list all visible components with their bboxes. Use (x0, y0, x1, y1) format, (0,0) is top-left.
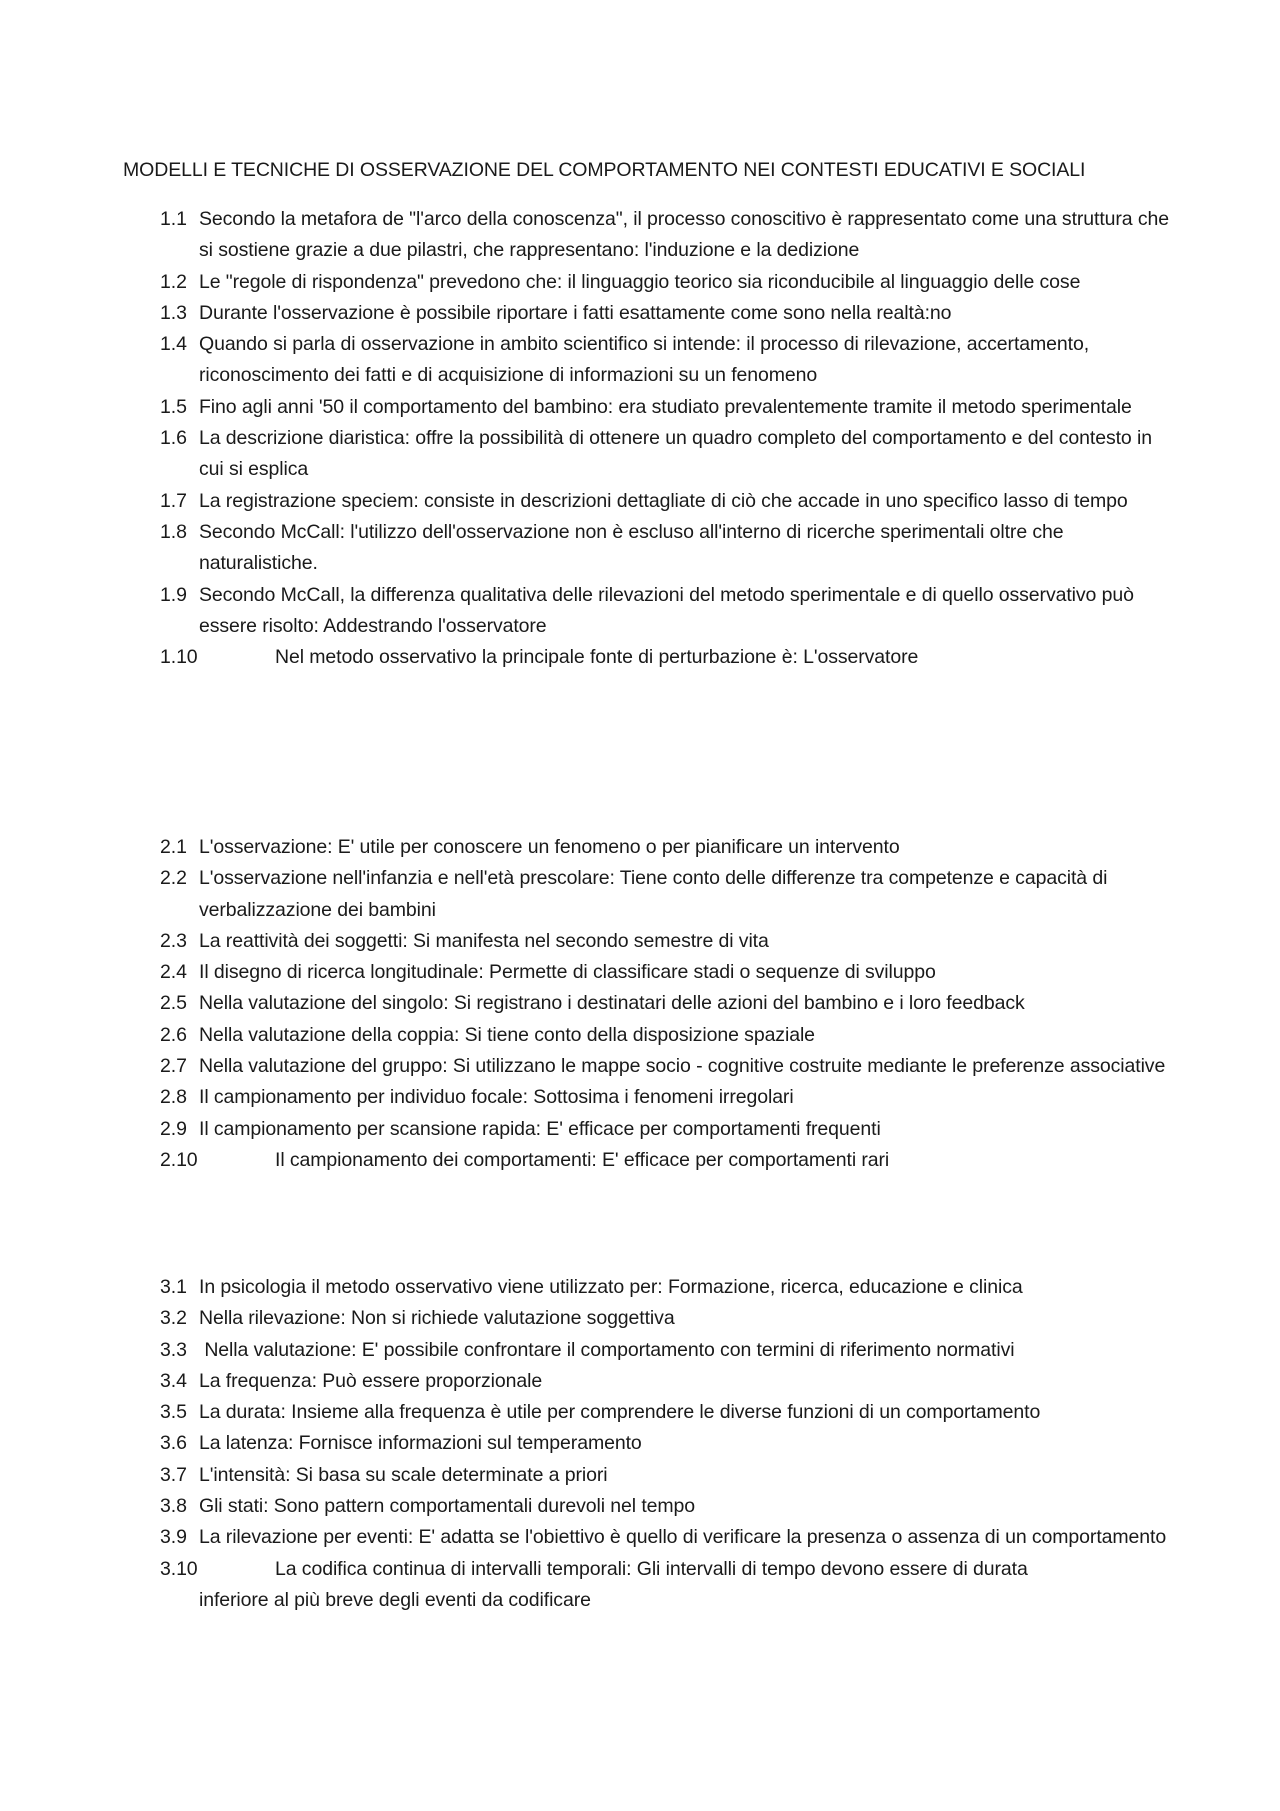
item-number: 1.4 (160, 333, 187, 356)
item-text: Secondo McCall: l'utilizzo dell'osservazione non è escluso all'interno di ricerche sperimentali oltre che naturalistiche. (199, 520, 1064, 575)
item-text: La frequenza: Può essere proporzionale (199, 1369, 543, 1392)
list-item (160, 267, 1170, 298)
item-number: 1.6 (160, 427, 187, 450)
list-item (160, 1020, 1170, 1051)
list-item (160, 1554, 1170, 1617)
item-text: Secondo McCall, la differenza qualitativa delle rilevazioni del metodo sperimentale e di quello osservativo può essere risolto: Addestrando l'osservatore (199, 583, 1134, 637)
item-number: 1.3 (160, 301, 187, 324)
list-item (160, 1491, 1170, 1522)
item-number: 2.5 (160, 992, 187, 1015)
item-number: 3.9 (160, 1526, 187, 1549)
item-text: Nella rilevazione: Non si richiede valutazione soggettiva (199, 1307, 675, 1330)
item-number: 1.1 (160, 208, 187, 230)
list-item (160, 1082, 1170, 1113)
item-text: Gli stati: Sono pattern comportamentali durevoli nel tempo (199, 1495, 696, 1518)
list-item (160, 1303, 1170, 1334)
list-item (160, 392, 1170, 423)
item-number: 3.2 (160, 1307, 187, 1330)
item-text: L'osservazione: E' utile per conoscere un fenomeno o per pianificare un intervento (199, 836, 900, 858)
item-number: 2.1 (160, 836, 187, 858)
item-number: 3.1 (160, 1276, 187, 1298)
item-number: 1.8 (160, 520, 187, 543)
item-text-continuation: inferiore al più breve degli eventi da codificare (199, 1588, 591, 1611)
item-text: Quando si parla di osservazione in ambito scientifico si intende: il processo di rilevazione, accertamento, riconoscimento dei fatti e di acquisizione di informazioni su un fenomeno (199, 333, 1090, 387)
item-text: La latenza: Fornisce informazioni sul temperamento (199, 1432, 642, 1455)
item-text: Il campionamento per individuo focale: Sottosima i fenomeni irregolari (199, 1086, 794, 1109)
item-text: La descrizione diaristica: offre la possibilità di ottenere un quadro completo del comportamento e del contesto in cui si esplica (199, 427, 1152, 481)
item-text: Nella valutazione: E' possibile confrontare il comportamento con termini di riferimento normativi (199, 1338, 1015, 1361)
item-number: 2.8 (160, 1086, 187, 1109)
item-number: 2.10 (160, 1148, 198, 1171)
item-number: 1.7 (160, 489, 187, 512)
item-text: La rilevazione per eventi: E' adatta se l'obiettivo è quello di verificare la presenza o assenza di un comportamento (199, 1526, 1167, 1549)
item-text: Nella valutazione del gruppo: Si utilizzano le mappe socio - cognitive costruite mediante le preferenze associative (199, 1055, 1166, 1078)
item-text: Fino agli anni '50 il comportamento del bambino: era studiato prevalentemente tramite il metodo sperimentale (199, 395, 1132, 418)
item-text: La codifica continua di intervalli temporali: Gli intervalli di tempo devono essere di durata (275, 1557, 1028, 1580)
list-item (160, 580, 1170, 643)
list-item (160, 832, 1170, 863)
item-text: L'intensità: Si basa su scale determinate a priori (199, 1463, 608, 1486)
item-number: 2.4 (160, 961, 187, 984)
item-text: La durata: Insieme alla frequenza è utile per comprendere le diverse funzioni di un comportamento (199, 1401, 1041, 1424)
list-item (160, 1366, 1170, 1397)
item-number: 1.9 (160, 583, 187, 606)
item-number: 3.6 (160, 1432, 187, 1455)
item-number: 2.9 (160, 1117, 187, 1140)
item-text: Nel metodo osservativo la principale fonte di perturbazione è: L'osservatore (275, 646, 919, 669)
item-text: Nella valutazione della coppia: Si tiene conto della disposizione spaziale (199, 1023, 815, 1046)
list-item (160, 298, 1170, 329)
item-text: La registrazione speciem: consiste in descrizioni dettagliate di ciò che accade in uno specifico lasso di tempo (199, 489, 1128, 512)
item-number: 3.8 (160, 1495, 187, 1518)
item-number: 2.6 (160, 1023, 187, 1046)
list-item (160, 423, 1170, 486)
item-text: Durante l'osservazione è possibile riportare i fatti esattamente come sono nella realtà:no (199, 301, 952, 324)
list-item (160, 926, 1170, 957)
list-item (160, 1428, 1170, 1459)
item-number: 3.4 (160, 1369, 187, 1392)
list-item (160, 863, 1170, 926)
item-number: 2.3 (160, 929, 187, 952)
item-number: 1.10 (160, 646, 198, 669)
item-number: 1.5 (160, 395, 187, 418)
item-number: 3.5 (160, 1401, 187, 1424)
list-item (160, 988, 1170, 1019)
list-item (160, 1335, 1170, 1366)
list-item (160, 204, 1170, 267)
list-item (160, 1272, 1170, 1303)
list-item (160, 642, 1170, 673)
item-number: 3.10 (160, 1557, 198, 1580)
item-number: 3.3 (160, 1338, 187, 1361)
list-item (160, 1522, 1170, 1553)
item-text: Il campionamento dei comportamenti: E' efficace per comportamenti rari (275, 1148, 890, 1171)
list-item (160, 329, 1170, 392)
list-item (160, 517, 1170, 580)
list-item (160, 1051, 1170, 1082)
item-number: 2.7 (160, 1055, 187, 1078)
item-text: Il disegno di ricerca longitudinale: Permette di classificare stadi o sequenze di sviluppo (199, 961, 936, 984)
list-item (160, 1145, 1170, 1176)
item-text: Le "regole di rispondenza" prevedono che: il linguaggio teorico sia riconducibile al linguaggio delle cose (199, 270, 1081, 293)
list-item (160, 957, 1170, 988)
item-number: 1.2 (160, 270, 187, 293)
document-title: MODELLI E TECNICHE DI OSSERVAZIONE DEL COMPORTAMENTO NEI CONTESTI EDUCATIVI E SOCIALI (123, 159, 1086, 181)
list-item (160, 1460, 1170, 1491)
item-number: 2.2 (160, 867, 187, 890)
item-text: In psicologia il metodo osservativo viene utilizzato per: Formazione, ricerca, educazione e clinica (199, 1276, 1023, 1298)
question-section-2 (160, 832, 1170, 1176)
list-item (160, 486, 1170, 517)
item-text: Nella valutazione del singolo: Si registrano i destinatari delle azioni del bambino e i loro feedback (199, 992, 1025, 1015)
question-section-1 (160, 204, 1170, 673)
list-item (160, 1397, 1170, 1428)
item-text: La reattività dei soggetti: Si manifesta nel secondo semestre di vita (199, 929, 769, 952)
item-text: L'osservazione nell'infanzia e nell'età prescolare: Tiene conto delle differenze tra competenze e capacità di verbalizzazione dei bambini (199, 867, 1108, 921)
item-text: Il campionamento per scansione rapida: E' efficace per comportamenti frequenti (199, 1117, 881, 1140)
question-section-3 (160, 1272, 1170, 1616)
item-number: 3.7 (160, 1463, 187, 1486)
item-text: Secondo la metafora de "l'arco della conoscenza", il processo conoscitivo è rappresentato come una struttura che si sostiene grazie a due pilastri, che rappresentano: l'induzione e la dedizione (199, 208, 1169, 262)
list-item (160, 1114, 1170, 1145)
